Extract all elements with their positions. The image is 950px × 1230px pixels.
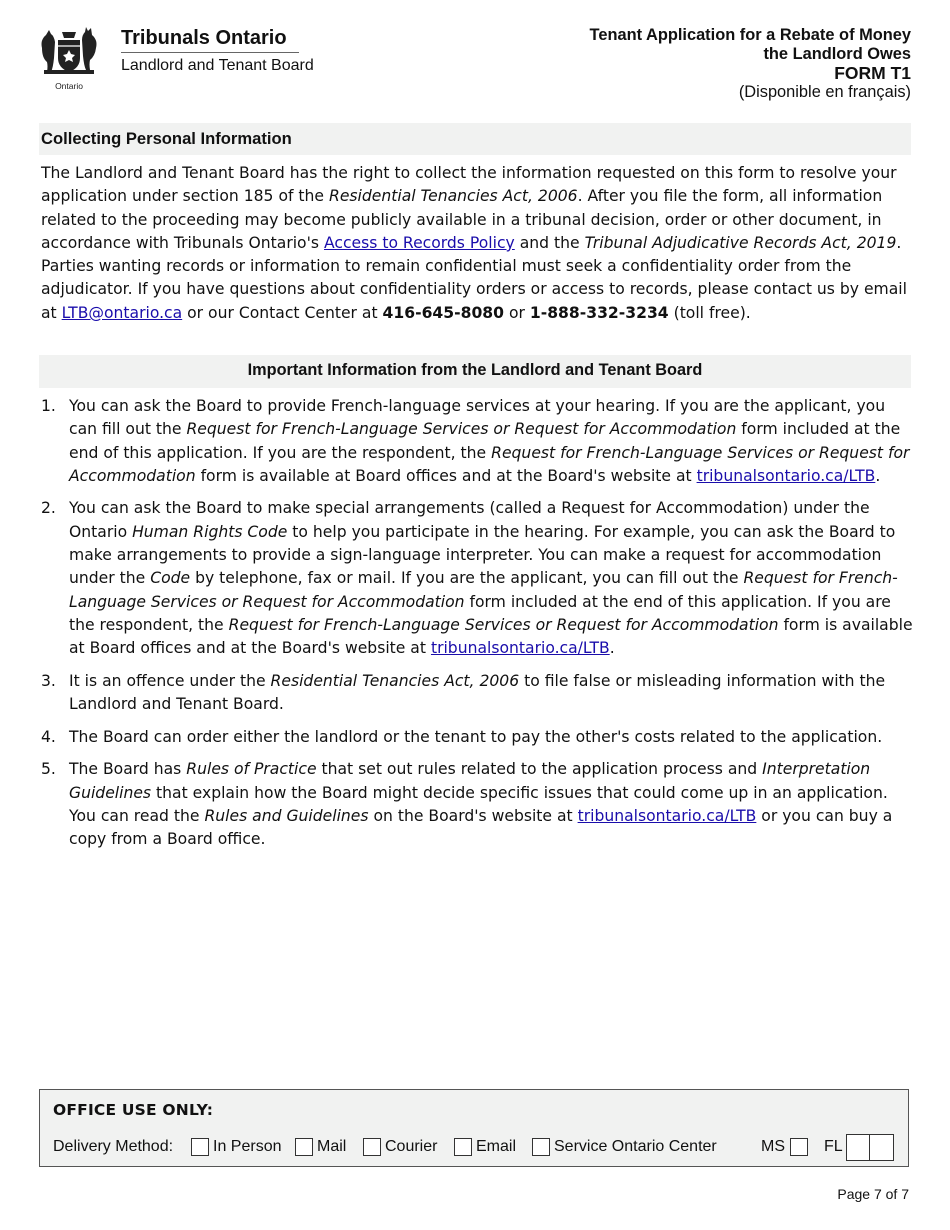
form-code: FORM T1	[834, 63, 911, 83]
ontario-coat-of-arms-logo	[38, 26, 100, 92]
list-number: 4.	[41, 727, 56, 746]
doc-name: Rules of Practice	[186, 760, 317, 779]
email-label: Email	[476, 1138, 517, 1155]
text-run: You can ask the Board to make special arrangements (called a Request for Accommodation) under the Ontario	[69, 499, 870, 541]
text-run: (toll free).	[668, 303, 751, 322]
form-title-line1: Tenant Application for a Rebate of Money	[589, 26, 911, 44]
ms-checkbox[interactable]	[790, 1138, 808, 1156]
org-name: Tribunals Ontario	[121, 27, 287, 49]
text-run: to file false or misleading information with the Landlord and Tenant Board.	[69, 671, 886, 714]
form-name: Request for French-Language Services or Request for Accommodation	[228, 615, 779, 634]
org-subname: Landlord and Tenant Board	[121, 57, 314, 74]
section-heading-bar	[39, 355, 911, 388]
page-number: Page 7 of 7	[837, 1186, 909, 1202]
fl-label: FL	[824, 1138, 843, 1155]
ltb-website-link[interactable]: tribunalsontario.ca/LTB	[577, 806, 757, 825]
phone-number: 1-888-332-3234	[529, 303, 669, 322]
important-info-list	[41, 395, 913, 861]
text-run: or our Contact Center at	[182, 303, 383, 322]
text-run: or	[504, 303, 530, 322]
in-person-label: In Person	[213, 1138, 282, 1155]
text-run: form is available at Board offices and at the Board's website at	[195, 466, 697, 485]
doc-name: Interpretation Guidelines	[69, 760, 871, 802]
service-ontario-label: Service Ontario Center	[554, 1138, 717, 1155]
text-run: The Board can order either the landlord or the tenant to pay the other's costs related to the application.	[69, 727, 883, 746]
form-name: Request for French-Language Services or Request for Accommodation	[69, 443, 910, 485]
delivery-method-label: Delivery Method:	[53, 1138, 174, 1155]
act-title: Residential Tenancies Act, 2006	[328, 187, 578, 206]
mail-checkbox[interactable]	[295, 1138, 313, 1156]
ltb-website-link[interactable]: tribunalsontario.ca/LTB	[696, 466, 876, 485]
code-name: Code	[150, 569, 191, 588]
text-run: form included at the end of this application. If you are the respondent, the	[69, 420, 901, 462]
section-heading-personal-info: Collecting Personal Information	[41, 129, 292, 148]
list-number: 3.	[41, 671, 56, 690]
text-run: . Parties wanting records or information to remain confidential must seek a confidentiality order from the adjudicator. If you have questions about confidentiality orders or access to records, please contact us by email at	[41, 233, 907, 322]
code-name: Human Rights Code	[132, 522, 288, 541]
courier-label: Courier	[385, 1138, 438, 1155]
act-title: Residential Tenancies Act, 2006	[270, 671, 520, 690]
list-number: 2.	[41, 499, 56, 518]
section-heading-bar	[39, 123, 911, 155]
fl-input[interactable]	[846, 1134, 894, 1161]
email-link[interactable]: LTB@ontario.ca	[61, 303, 183, 322]
ltb-website-link[interactable]: tribunalsontario.ca/LTB	[430, 639, 610, 658]
personal-info-paragraph	[41, 162, 913, 325]
text-run: and the	[514, 233, 585, 252]
form-name: Request for French-Language Services or Request for Accommodation	[69, 569, 898, 611]
header-divider	[121, 52, 299, 53]
phone-number: 416-645-8080	[382, 303, 504, 322]
text-run: form included at the end of this application. If you are the respondent, the	[69, 592, 891, 634]
text-run: or you can buy a copy from a Board office.	[69, 806, 893, 849]
text-run: form is available at Board offices and at the Board's website at	[69, 615, 913, 658]
text-run: on the Board's website at	[368, 806, 578, 825]
form-title-line2: the Landlord Owes	[763, 45, 911, 63]
svg-text:Ontario: Ontario	[55, 81, 83, 91]
ms-label: MS	[761, 1138, 785, 1155]
list-item	[41, 670, 913, 717]
french-availability-note: (Disponible en français)	[738, 83, 911, 101]
form-name: Request for French-Language Services or Request for Accommodation	[186, 420, 737, 439]
text-run: You can ask the Board to provide French-language services at your hearing. If you are the applicant, you can fill out the	[69, 397, 886, 439]
text-run: .	[875, 466, 881, 485]
list-number: 5.	[41, 760, 56, 779]
email-checkbox[interactable]	[454, 1138, 472, 1156]
access-to-records-link[interactable]: Access to Records Policy	[323, 233, 515, 252]
list-number: 1.	[41, 397, 56, 415]
text-run: that set out rules related to the application process and	[316, 760, 763, 779]
form-title-block	[590, 26, 911, 102]
list-item	[41, 395, 913, 488]
text-run: . After you file the form, all information related to the proceeding may become publicly available in a tribunal decision, order or other document, in accordance with Tribunals Ontario's	[41, 187, 883, 252]
text-run: that explain how the Board might decide specific issues that could come up in an application. You can read the	[69, 783, 888, 825]
act-title: Tribunal Adjudicative Records Act, 2019	[584, 233, 897, 252]
list-item	[41, 758, 913, 851]
office-use-title: OFFICE USE ONLY:	[53, 1101, 214, 1119]
text-run: to help you participate in the hearing. For example, you can ask the Board to make arrangements to provide a sign-language interpreter. You can make a request for accommodation under the	[69, 522, 896, 588]
office-use-box	[39, 1089, 909, 1167]
section-heading-important-info: Important Information from the Landlord and Tenant Board	[247, 361, 703, 379]
text-run: The Landlord and Tenant Board has the right to collect the information requested on this form to resolve your application under section 185 of the	[41, 164, 897, 206]
text-run: It is an offence under the	[69, 671, 271, 690]
mail-label: Mail	[317, 1138, 347, 1155]
service-ontario-checkbox[interactable]	[532, 1138, 550, 1156]
doc-name: Rules and Guidelines	[204, 806, 369, 825]
courier-checkbox[interactable]	[363, 1138, 381, 1156]
list-item	[41, 497, 913, 660]
text-run: by telephone, fax or mail. If you are the applicant, you can fill out the	[190, 569, 744, 588]
in-person-checkbox[interactable]	[191, 1138, 209, 1156]
text-run: The Board has	[69, 760, 187, 779]
text-run: .	[609, 639, 615, 658]
list-item	[41, 726, 913, 749]
